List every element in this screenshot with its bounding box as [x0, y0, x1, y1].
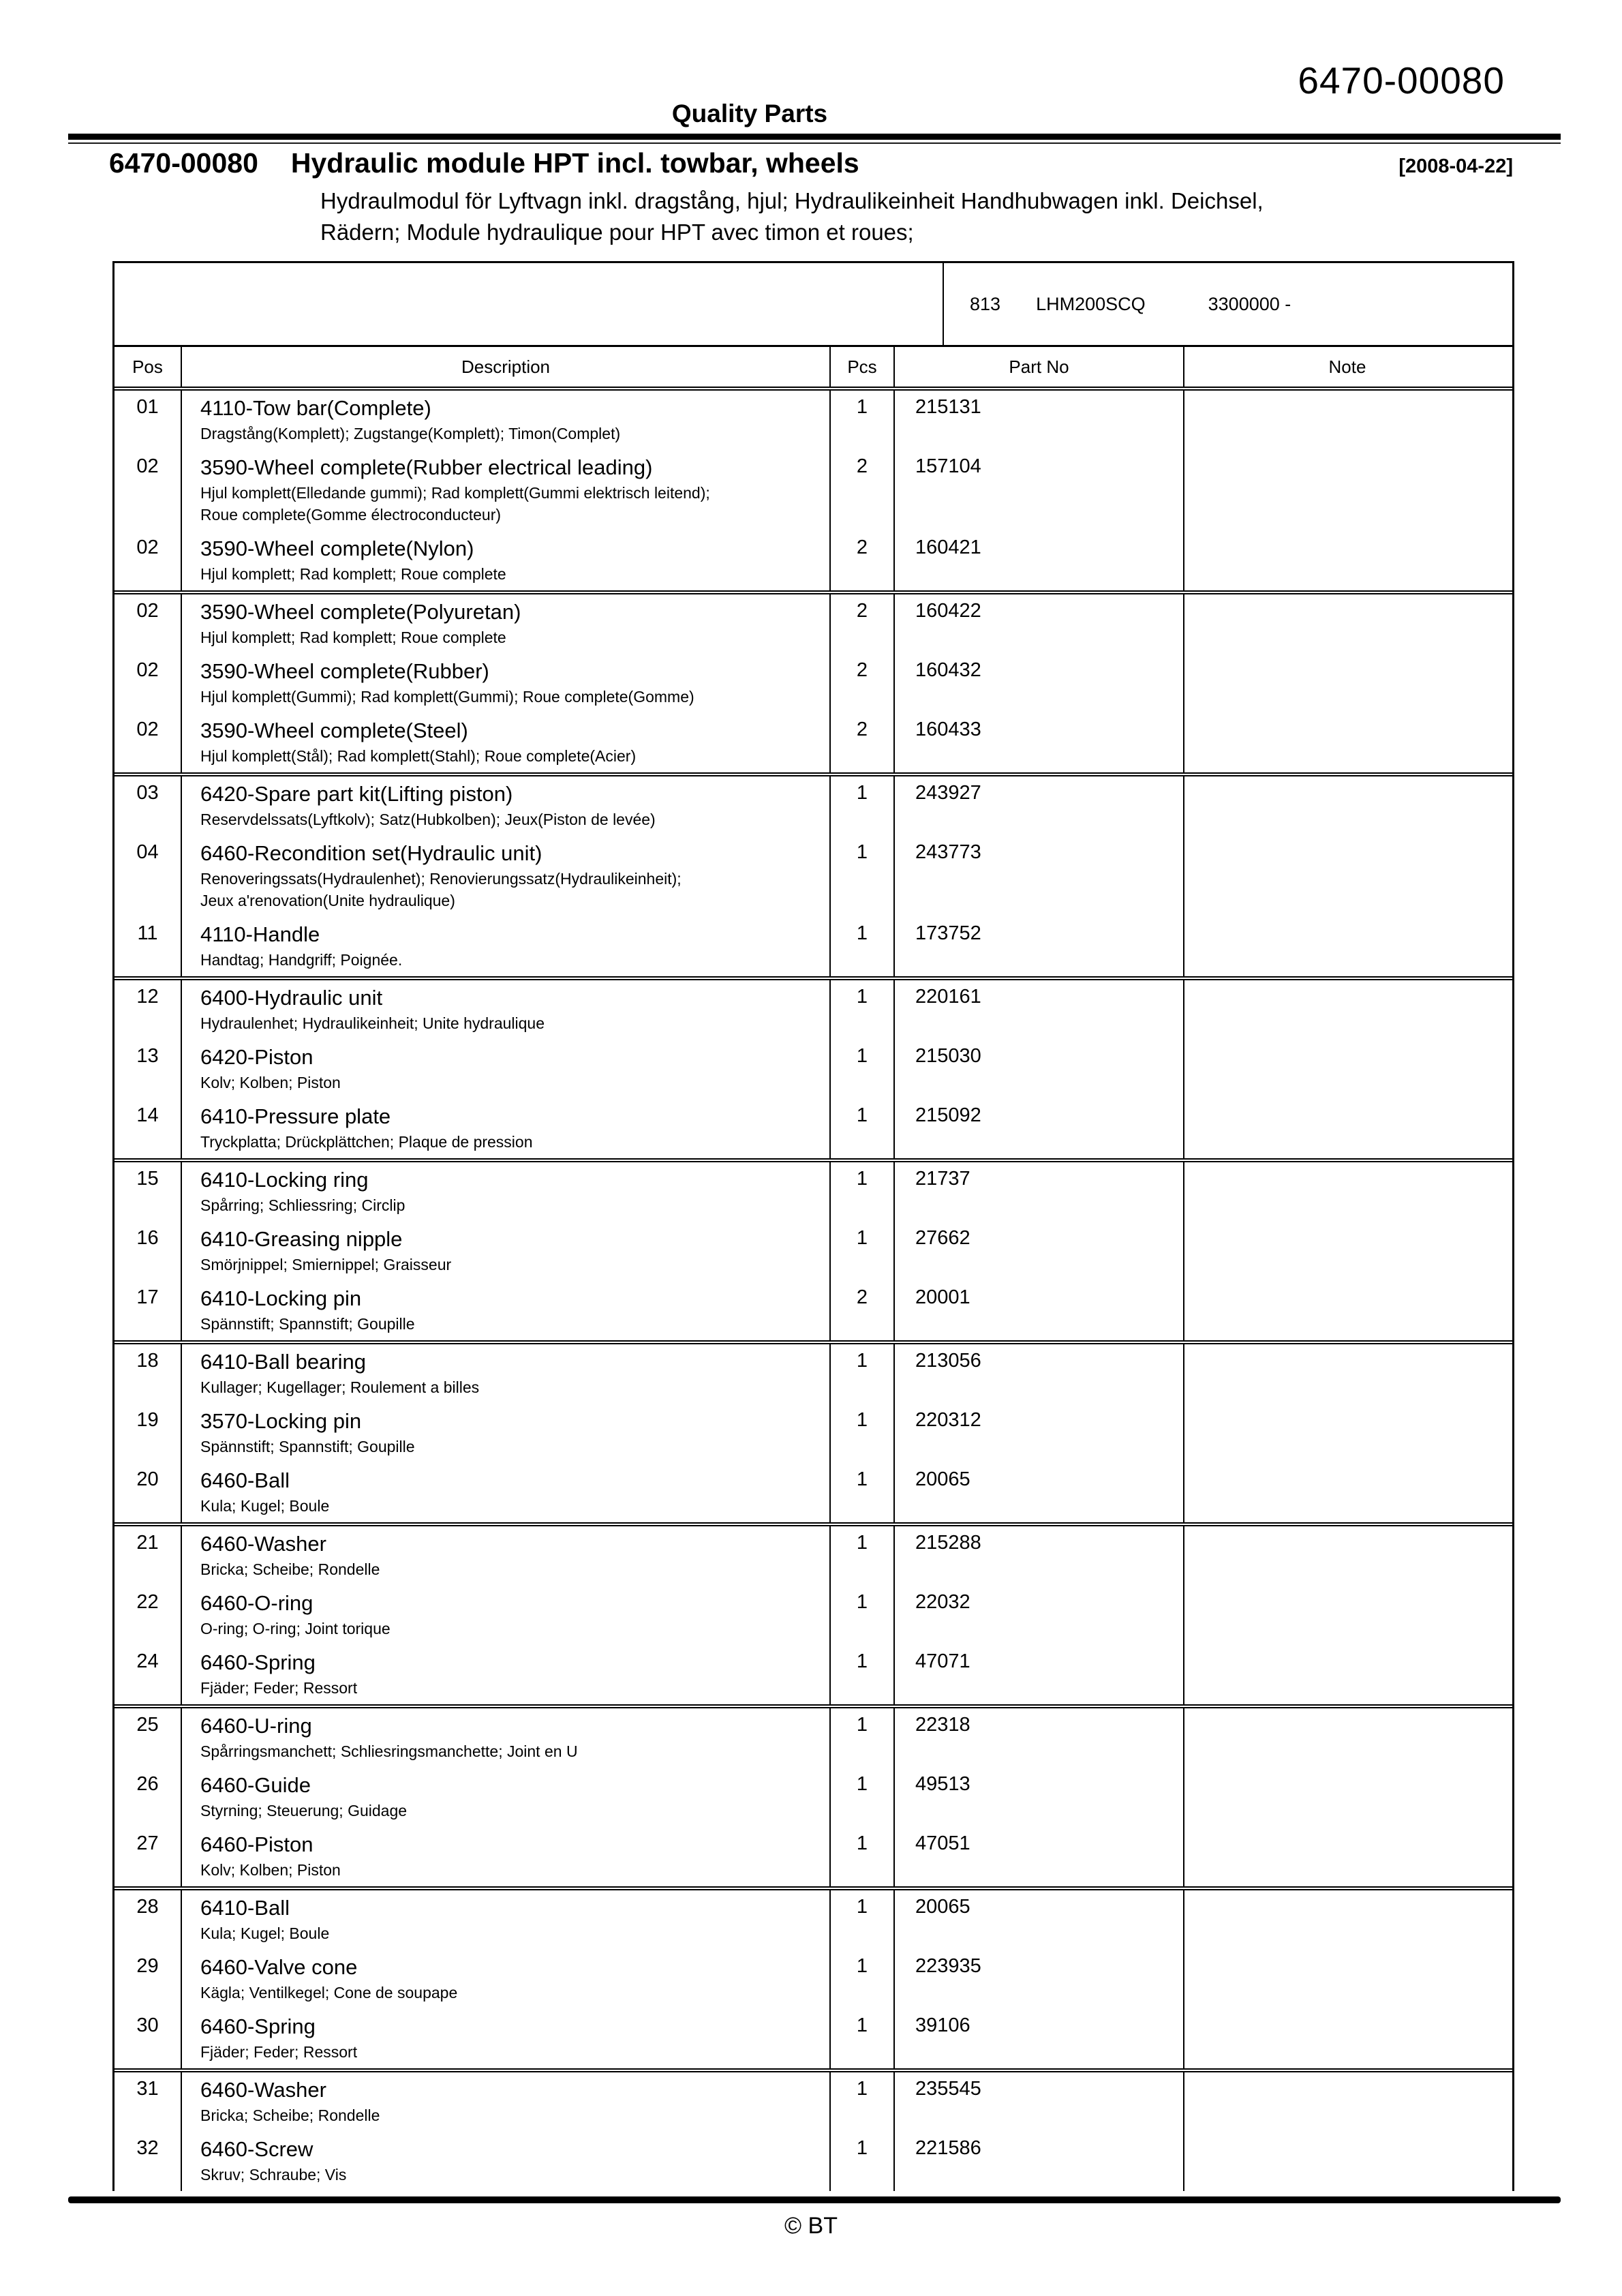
table-row — [114, 713, 1512, 772]
note-cell — [1183, 713, 1510, 772]
table-row — [114, 917, 1512, 976]
table-row — [114, 1281, 1512, 1340]
description-subtitle: Hjul komplett; Rad komplett; Roue complete — [200, 565, 506, 583]
note-cell — [1183, 1950, 1510, 2009]
pos-cell: 24 — [136, 1650, 159, 1672]
description-subtitle: Smörjnippel; Smiernippel; Graisseur — [200, 1256, 452, 1273]
pcs-cell: 1 — [829, 1950, 893, 2009]
description-subtitle: Hjul komplett(Elledande gummi); Rad komplett(Gummi elektrisch leitend); — [200, 484, 710, 502]
description-subtitle: Spännstift; Spannstift; Goupille — [200, 1315, 415, 1333]
parts-table — [112, 261, 1514, 2191]
table-row — [114, 1344, 1512, 1404]
pcs-cell: 1 — [829, 1099, 893, 1158]
note-cell — [1183, 594, 1510, 654]
row-group — [114, 590, 1512, 772]
note-cell — [1183, 1526, 1510, 1586]
description-subtitle: Spårringsmanchett; Schliesringsmanchette; Joint en U — [200, 1742, 578, 1760]
description-subtitle: Roue complete(Gomme électroconducteur) — [200, 506, 502, 524]
pos-cell: 20 — [136, 1468, 159, 1490]
model-name: LHM200SCQ — [1036, 293, 1146, 314]
description-cell — [181, 776, 829, 836]
pcs-cell: 1 — [829, 2009, 893, 2068]
description-subtitle: Bricka; Scheibe; Rondelle — [200, 1560, 380, 1578]
description-subtitle: Fjäder; Feder; Ressort — [200, 1679, 358, 1697]
table-row — [114, 391, 1512, 450]
part-no-cell: 215288 — [893, 1526, 1183, 1586]
serial-range: 3300000 - — [1208, 293, 1291, 314]
description-subtitle: Hjul komplett; Rad komplett; Roue complete — [200, 629, 506, 646]
table-header-row — [114, 347, 1512, 391]
pos-cell: 21 — [136, 1532, 159, 1554]
description-title: 6460-Guide — [200, 1773, 311, 1797]
part-no-cell: 221586 — [893, 2132, 1183, 2191]
description-subtitle: Dragstång(Komplett); Zugstange(Komplett); Timon(Complet) — [200, 425, 621, 442]
header-rule — [68, 134, 1561, 144]
table-row — [114, 1099, 1512, 1158]
description-title: 3590-Wheel complete(Rubber electrical leading) — [200, 455, 653, 479]
pos-cell: 17 — [136, 1286, 159, 1308]
description-subtitle: Bricka; Scheibe; Rondelle — [200, 2106, 380, 2124]
description-title: 6460-O-ring — [200, 1591, 313, 1615]
description-subtitle: Reservdelssats(Lyftkolv); Satz(Hubkolben); Jeux(Piston de levée) — [200, 811, 656, 828]
note-cell — [1183, 531, 1510, 590]
description-cell — [181, 2132, 829, 2191]
pos-cell: 22 — [136, 1591, 159, 1613]
part-no-cell: 20065 — [893, 1890, 1183, 1950]
description-title: 3590-Wheel complete(Rubber) — [200, 659, 489, 683]
description-subtitle: Kula; Kugel; Boule — [200, 1924, 330, 1942]
table-row — [114, 776, 1512, 836]
pcs-cell: 1 — [829, 1463, 893, 1522]
part-no-cell: 215092 — [893, 1099, 1183, 1158]
table-row — [114, 1222, 1512, 1281]
description-cell — [181, 1708, 829, 1768]
page-title: Hydraulic module HPT incl. towbar, wheels — [290, 147, 859, 179]
part-no-cell: 235545 — [893, 2072, 1183, 2132]
description-cell — [181, 1645, 829, 1704]
pos-cell: 25 — [136, 1714, 159, 1736]
description-subtitle: Styrning; Steuerung; Guidage — [200, 1802, 408, 1819]
description-title: 3570-Locking pin — [200, 1409, 362, 1433]
pcs-cell: 1 — [829, 1890, 893, 1950]
note-cell — [1183, 917, 1510, 976]
note-cell — [1183, 1827, 1510, 1886]
pcs-cell: 2 — [829, 450, 893, 531]
description-cell — [181, 713, 829, 772]
doc-number-top-right: 6470-00080 — [1298, 59, 1505, 102]
note-cell — [1183, 1645, 1510, 1704]
table-row — [114, 1404, 1512, 1463]
col-header-note: Note — [1183, 347, 1510, 387]
subtitle — [320, 185, 1533, 248]
note-cell — [1183, 1099, 1510, 1158]
pcs-cell: 2 — [829, 713, 893, 772]
row-group — [114, 391, 1512, 590]
note-cell — [1183, 1344, 1510, 1404]
description-title: 6460-Spring — [200, 1650, 316, 1674]
description-cell — [181, 836, 829, 917]
description-title: 6460-Valve cone — [200, 1955, 358, 1979]
note-cell — [1183, 1404, 1510, 1463]
subtitle-line-1: Hydraulmodul för Lyftvagn inkl. dragstång, hjul; Hydraulikeinheit Handhubwagen inkl. Deichsel, — [320, 188, 1264, 213]
description-title: 6410-Greasing nipple — [200, 1227, 403, 1251]
pcs-cell: 1 — [829, 1344, 893, 1404]
note-cell — [1183, 2009, 1510, 2068]
description-cell — [181, 1281, 829, 1340]
pcs-cell: 1 — [829, 2132, 893, 2191]
description-cell — [181, 531, 829, 590]
part-no-cell: 47071 — [893, 1645, 1183, 1704]
note-cell — [1183, 980, 1510, 1040]
pcs-cell: 1 — [829, 1708, 893, 1768]
description-title: 6420-Spare part kit(Lifting piston) — [200, 782, 513, 806]
description-cell — [181, 594, 829, 654]
part-no-cell: 213056 — [893, 1344, 1183, 1404]
note-cell — [1183, 836, 1510, 917]
note-cell — [1183, 1586, 1510, 1645]
pos-cell: 27 — [136, 1832, 159, 1854]
description-subtitle: Skruv; Schraube; Vis — [200, 2166, 347, 2184]
pos-cell: 02 — [136, 719, 159, 740]
description-subtitle: Spännstift; Spannstift; Goupille — [200, 1438, 415, 1455]
col-header-pcs: Pcs — [829, 347, 893, 387]
description-cell — [181, 1162, 829, 1222]
description-subtitle: Handtag; Handgriff; Poignée. — [200, 951, 403, 969]
description-subtitle: Fjäder; Feder; Ressort — [200, 2043, 358, 2061]
description-cell — [181, 391, 829, 450]
page-header-title: Quality Parts — [671, 100, 828, 127]
description-subtitle: Renoveringssats(Hydraulenhet); Renovierungssatz(Hydraulikeinheit); — [200, 870, 682, 888]
description-subtitle: Hjul komplett(Stål); Rad komplett(Stahl); Roue complete(Acier) — [200, 747, 637, 765]
pcs-cell: 1 — [829, 1222, 893, 1281]
table-row — [114, 1708, 1512, 1768]
table-row — [114, 1950, 1512, 2009]
pcs-cell: 1 — [829, 917, 893, 976]
note-cell — [1183, 391, 1510, 450]
note-cell — [1183, 1463, 1510, 1522]
part-no-cell: 220312 — [893, 1404, 1183, 1463]
description-cell — [181, 1827, 829, 1886]
description-subtitle: Hydraulenhet; Hydraulikeinheit; Unite hydraulique — [200, 1014, 545, 1032]
col-header-description: Description — [181, 347, 829, 387]
part-no-cell: 160433 — [893, 713, 1183, 772]
part-no-cell: 160432 — [893, 654, 1183, 713]
description-title: 6460-Washer — [200, 1532, 326, 1556]
table-row — [114, 594, 1512, 654]
pcs-cell: 1 — [829, 776, 893, 836]
pos-cell: 18 — [136, 1350, 159, 1372]
row-group — [114, 2068, 1512, 2191]
description-title: 6460-Piston — [200, 1832, 313, 1856]
table-row — [114, 1463, 1512, 1522]
pcs-cell: 1 — [829, 980, 893, 1040]
pos-cell: 01 — [136, 396, 159, 418]
description-cell — [181, 1768, 829, 1827]
description-title: 6410-Ball — [200, 1896, 290, 1920]
description-subtitle: Kolv; Kolben; Piston — [200, 1074, 341, 1091]
note-cell — [1183, 654, 1510, 713]
description-subtitle: Hjul komplett(Gummi); Rad komplett(Gummi); Roue complete(Gomme) — [200, 688, 694, 706]
pos-cell: 32 — [136, 2137, 159, 2159]
doc-number: 6470-00080 — [109, 147, 258, 179]
pos-cell: 04 — [136, 841, 159, 863]
table-row — [114, 531, 1512, 590]
description-subtitle: Tryckplatta; Drückplättchen; Plaque de pression — [200, 1133, 533, 1151]
row-group — [114, 1522, 1512, 1704]
note-cell — [1183, 1281, 1510, 1340]
pcs-cell: 1 — [829, 1586, 893, 1645]
description-cell — [181, 1099, 829, 1158]
col-header-part-no: Part No — [893, 347, 1183, 387]
pos-cell: 02 — [136, 659, 159, 681]
table-row — [114, 1162, 1512, 1222]
description-cell — [181, 1890, 829, 1950]
row-group — [114, 1158, 1512, 1340]
note-cell — [1183, 1708, 1510, 1768]
description-title: 6410-Locking ring — [200, 1168, 369, 1192]
pos-cell: 02 — [136, 537, 159, 558]
part-no-cell: 21737 — [893, 1162, 1183, 1222]
description-cell — [181, 450, 829, 531]
table-row — [114, 1526, 1512, 1586]
description-title: 6460-Spring — [200, 2014, 316, 2038]
description-title: 3590-Wheel complete(Nylon) — [200, 537, 474, 560]
pos-cell: 02 — [136, 600, 159, 622]
description-subtitle: O-ring; O-ring; Joint torique — [200, 1620, 391, 1637]
row-group — [114, 772, 1512, 976]
description-cell — [181, 1950, 829, 2009]
description-title: 6460-Ball — [200, 1468, 290, 1492]
part-no-cell: 49513 — [893, 1768, 1183, 1827]
description-cell — [181, 917, 829, 976]
pcs-cell: 1 — [829, 1827, 893, 1886]
description-title: 6460-U-ring — [200, 1714, 312, 1738]
pcs-cell: 1 — [829, 1040, 893, 1099]
note-cell — [1183, 1768, 1510, 1827]
pcs-cell: 1 — [829, 391, 893, 450]
part-no-cell: 20065 — [893, 1463, 1183, 1522]
description-subtitle: Kula; Kugel; Boule — [200, 1497, 330, 1515]
table-row — [114, 1890, 1512, 1950]
model-code: 813 — [970, 293, 1001, 314]
table-row — [114, 980, 1512, 1040]
part-no-cell: 160422 — [893, 594, 1183, 654]
subtitle-line-2: Rädern; Module hydraulique pour HPT avec timon et roues; — [320, 220, 914, 245]
description-title: 6410-Locking pin — [200, 1286, 362, 1310]
description-cell — [181, 2072, 829, 2132]
note-cell — [1183, 1162, 1510, 1222]
description-title: 6460-Washer — [200, 2078, 326, 2102]
description-cell — [181, 2009, 829, 2068]
pos-cell: 30 — [136, 2014, 159, 2036]
pcs-cell: 1 — [829, 1768, 893, 1827]
description-cell — [181, 1463, 829, 1522]
pos-cell: 13 — [136, 1045, 159, 1067]
title-row — [109, 147, 1513, 179]
revision-date: [2008-04-22] — [1398, 155, 1513, 177]
description-cell — [181, 980, 829, 1040]
table-row — [114, 1768, 1512, 1827]
pos-cell: 16 — [136, 1227, 159, 1249]
footer-rule — [68, 2196, 1561, 2203]
description-title: 4110-Handle — [200, 922, 320, 946]
note-cell — [1183, 2132, 1510, 2191]
model-band — [114, 263, 1512, 347]
pcs-cell: 1 — [829, 1645, 893, 1704]
pos-cell: 26 — [136, 1773, 159, 1795]
part-no-cell: 160421 — [893, 531, 1183, 590]
table-row — [114, 654, 1512, 713]
table-row — [114, 1586, 1512, 1645]
row-group — [114, 1704, 1512, 1886]
footer-copyright: © BT — [784, 2213, 838, 2239]
description-cell — [181, 1040, 829, 1099]
part-no-cell: 22032 — [893, 1586, 1183, 1645]
description-subtitle: Kullager; Kugellager; Roulement a billes — [200, 1378, 480, 1396]
part-no-cell: 173752 — [893, 917, 1183, 976]
note-cell — [1183, 776, 1510, 836]
table-row — [114, 836, 1512, 917]
part-no-cell: 243927 — [893, 776, 1183, 836]
part-no-cell: 223935 — [893, 1950, 1183, 2009]
part-no-cell: 220161 — [893, 980, 1183, 1040]
pos-cell: 29 — [136, 1955, 159, 1977]
description-cell — [181, 1404, 829, 1463]
description-title: 6460-Recondition set(Hydraulic unit) — [200, 841, 542, 865]
part-no-cell: 215131 — [893, 391, 1183, 450]
pos-cell: 03 — [136, 782, 159, 804]
description-subtitle: Kolv; Kolben; Piston — [200, 1861, 341, 1879]
description-cell — [181, 1344, 829, 1404]
pos-cell: 12 — [136, 986, 159, 1008]
note-cell — [1183, 1040, 1510, 1099]
note-cell — [1183, 1890, 1510, 1950]
pcs-cell: 2 — [829, 1281, 893, 1340]
description-cell — [181, 1586, 829, 1645]
part-no-cell: 20001 — [893, 1281, 1183, 1340]
description-cell — [181, 654, 829, 713]
table-row — [114, 2132, 1512, 2191]
table-row — [114, 1645, 1512, 1704]
pcs-cell: 1 — [829, 836, 893, 917]
pos-cell: 14 — [136, 1104, 159, 1126]
pos-cell: 02 — [136, 455, 159, 477]
part-no-cell: 215030 — [893, 1040, 1183, 1099]
description-title: 6410-Pressure plate — [200, 1104, 391, 1128]
pcs-cell: 2 — [829, 654, 893, 713]
table-row — [114, 450, 1512, 531]
pcs-cell: 1 — [829, 1526, 893, 1586]
description-subtitle: Spårring; Schliessring; Circlip — [200, 1196, 406, 1214]
pcs-cell: 1 — [829, 2072, 893, 2132]
description-title: 4110-Tow bar(Complete) — [200, 396, 431, 420]
table-row — [114, 1827, 1512, 1886]
description-title: 6420-Piston — [200, 1045, 313, 1069]
note-cell — [1183, 450, 1510, 531]
part-no-cell: 27662 — [893, 1222, 1183, 1281]
part-no-cell: 47051 — [893, 1827, 1183, 1886]
table-row — [114, 2009, 1512, 2068]
table-body — [114, 391, 1512, 2191]
pos-cell: 31 — [136, 2078, 159, 2100]
part-no-cell: 39106 — [893, 2009, 1183, 2068]
table-row — [114, 2072, 1512, 2132]
description-title: 3590-Wheel complete(Steel) — [200, 719, 468, 742]
pos-cell: 28 — [136, 1896, 159, 1918]
note-cell — [1183, 2072, 1510, 2132]
description-title: 6460-Screw — [200, 2137, 313, 2161]
part-no-cell: 157104 — [893, 450, 1183, 531]
col-header-pos: Pos — [132, 357, 163, 377]
description-title: 6400-Hydraulic unit — [200, 986, 383, 1010]
pos-cell: 19 — [136, 1409, 159, 1431]
part-no-cell: 243773 — [893, 836, 1183, 917]
row-group — [114, 1340, 1512, 1522]
pcs-cell: 2 — [829, 531, 893, 590]
description-subtitle: Jeux a'renovation(Unite hydraulique) — [200, 892, 455, 909]
row-group — [114, 1886, 1512, 2068]
description-title: 3590-Wheel complete(Polyuretan) — [200, 600, 521, 624]
row-group — [114, 976, 1512, 1158]
table-row — [114, 1040, 1512, 1099]
pcs-cell: 1 — [829, 1162, 893, 1222]
model-band-empty-cell — [114, 263, 943, 345]
description-cell — [181, 1526, 829, 1586]
note-cell — [1183, 1222, 1510, 1281]
pos-cell: 11 — [137, 922, 158, 944]
description-cell — [181, 1222, 829, 1281]
description-title: 6410-Ball bearing — [200, 1350, 367, 1374]
pos-cell: 15 — [136, 1168, 159, 1190]
part-no-cell: 22318 — [893, 1708, 1183, 1768]
pcs-cell: 2 — [829, 594, 893, 654]
description-subtitle: Kägla; Ventilkegel; Cone de soupape — [200, 1984, 458, 2002]
model-band-info-cell — [943, 263, 1512, 345]
pcs-cell: 1 — [829, 1404, 893, 1463]
